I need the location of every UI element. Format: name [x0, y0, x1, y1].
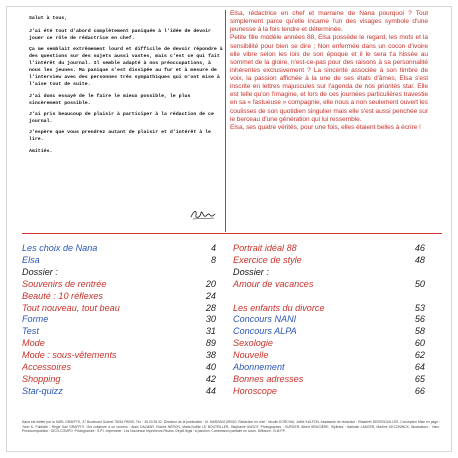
toc-entry [22, 350, 218, 362]
toc-entry [22, 303, 218, 315]
toc-entry [233, 279, 427, 291]
toc-entry-page: 42 [205, 373, 216, 384]
letter-paragraph: J'espère que vous prendrez autant de plaisir et d'intérêt à le lire. [29, 130, 211, 143]
toc-entry-title: Mode : sous-vêtements [22, 350, 117, 361]
toc-entry-page: 28 [205, 302, 216, 313]
toc-entry-title: Nouvelle [233, 350, 269, 361]
toc-entry-page: 30 [205, 314, 216, 325]
toc-entry-page: 66 [414, 385, 425, 396]
toc-entry [22, 326, 218, 338]
toc-entry [22, 386, 218, 398]
toc-entry-page [425, 291, 427, 303]
toc-entry-title: Shopping [22, 373, 61, 384]
letter-signoff: Amitiés. [29, 148, 53, 154]
toc-entry-page: 48 [414, 254, 425, 265]
toc-entry-page: 31 [205, 326, 216, 337]
toc-entry [233, 314, 427, 326]
letter-paragraph: Ça me semblait extrêmement lourd et difficile de devoir répondre à des questions sur des sujets aussi vastes, mais c'est ce qui fait l'intérêt du journal. Il semble adapté à nos préoccupations, à nous les jeunes. Ma panique s'est dissipée au fur et à mesure de l'interview avec des personnes très sympathiques qui m'ont mise à l'aise tout de suite. [29, 47, 223, 88]
toc-entry-page: 58 [414, 326, 425, 337]
toc-entry-title: Les enfants du divorce [233, 302, 325, 313]
toc-entry-title: Forme [22, 314, 49, 325]
toc-entry-page: 60 [414, 338, 425, 349]
toc-entry-page: 4 [210, 243, 216, 253]
toc-entry-title: Les choix de Nana [22, 243, 98, 253]
toc-entry-title: Elsa [22, 254, 40, 265]
toc-entry-page: 44 [205, 385, 216, 396]
toc-entry-title: Dossier : [22, 266, 58, 277]
table-of-contents-right [233, 243, 427, 398]
toc-entry [233, 267, 427, 279]
toc-entry [22, 374, 218, 386]
letter-paragraph: J'ai donc essayé de le faire le mieux possible, le plus sincèrement possible. [29, 93, 191, 106]
toc-entry-page: 40 [205, 362, 216, 373]
toc-entry-page: 64 [414, 362, 425, 373]
toc-entry-page: 8 [210, 254, 216, 265]
toc-entry [233, 255, 427, 267]
toc-entry [233, 243, 427, 255]
toc-entry-page: 62 [414, 350, 425, 361]
colophon [22, 420, 440, 434]
toc-entry [233, 362, 427, 374]
toc-entry-title: Sexologie [233, 338, 273, 349]
toc-entry [22, 243, 218, 255]
toc-entry-page: 50 [414, 278, 425, 289]
toc-entry-title: Souvenirs de rentrée [22, 278, 107, 289]
toc-entry-title: Accessoires [22, 362, 72, 373]
toc-entry-page: 53 [414, 302, 425, 313]
section-divider [22, 233, 442, 234]
toc-entry-page [425, 267, 427, 279]
toc-entry-title: Mode [22, 338, 45, 349]
toc-entry [22, 314, 218, 326]
toc-entry [22, 279, 218, 291]
editorial-paragraph: Petite fille modèle années 88, Elsa possède le regard, les mots et la sensibilité pour bien se dire ; Non enfermée dans un cocon d'ivoire elle vibre selon les lois de son époque et il le sera t'a hissée au sommet de la gloire, n'est-ce-pas pour des raisons à sa personnalité inhérentes exclusivement ? La sincérité associée à son timbre de voix, la passion affichée à la une de ses états d'âmes, Elsa s'est inscrite en lettres majuscules sur l'agenda de nos priorités star. Elle est telle qu'on l'imagine, et lors de ces journées particulières travestie en sa « fastueuse » compagnie, elle nous a non seulement ouvert les coulisses de son quotidien singulier mais elle s'est aussi penchée sur le berceau d'une génération qui lui ressemble. [230, 34, 428, 123]
editorial-paragraph: Elsa, rédactrice en chef et marraine de Nana pourquoi ? Tout simplement parce qu'elle incarne l'un des visages symbole d'une jeunesse à la fois tendre et déterminée. [230, 10, 428, 34]
letter-paragraph: J'ai pris beaucoup de plaisir à participer à la rédaction de ce journal. [29, 111, 214, 124]
toc-entry-page [216, 267, 218, 279]
toc-entry-page: 20 [205, 278, 216, 289]
toc-entry [233, 374, 427, 386]
toc-entry [22, 255, 218, 267]
toc-entry-page: 24 [205, 290, 216, 301]
toc-entry-page: 38 [205, 350, 216, 361]
toc-entry-title: Test [22, 326, 39, 337]
toc-entry-title: Tout nouveau, tout beau [22, 302, 120, 313]
toc-entry [22, 362, 218, 374]
toc-entry [233, 326, 427, 338]
letter-greeting: Salut à tous, [29, 16, 68, 21]
toc-entry [233, 350, 427, 362]
toc-entry-page: 65 [414, 373, 425, 384]
toc-entry-title: Beauté : 10 réflexes [22, 290, 103, 301]
toc-entry-page: 89 [205, 338, 216, 349]
toc-entry-title: Horoscope [233, 385, 277, 396]
toc-entry-title: Concours NANI [233, 314, 297, 325]
toc-entry-title: Bonnes adresses [233, 373, 304, 384]
toc-entry [22, 338, 218, 350]
toc-entry [22, 267, 218, 279]
toc-entry-page: 46 [414, 243, 425, 253]
toc-entry-title: Star-quizz [22, 385, 63, 396]
toc-entry [22, 291, 218, 303]
colophon-text: Nana est éditée par la SARL GRAFFITI, 37 Boulevard Suchet 75016 PARIS. Tél. : 45.20.35.32. Directeur de la publication : M. MARZANTURINO. Rédaction en chef : Nicolle KORCHIA, Joëlle KALFON. Assistante de rédaction : Elisabeth DESROGUILLES. Conception Mise en page : Yann K. Publicité : Régie Sarl GRAFFITI. Ont collaboré à ce numéro : Alain DALMAR, Rosine NÉRON, Marie-Noëlle LE BOUTEILLER, Stéphanie ANGOT. Photographes : VURGER, Albert BRUGIÈRE. Stylistes : Nathalie LANGER, Martine DECONINCK. Illustrations : Yann. Photocomposition : DICO-COMPO. Photogravure : S.P.I. Imprimerie : Les Nouveaux Imprimeurs Reunis. Dépôt légal : à parution. Commission paritaire en cours. Diffusion : N.M.P.P. [22, 420, 440, 434]
toc-entry [233, 303, 427, 315]
toc-entry [233, 291, 427, 303]
toc-entry-title: Abonnement [233, 362, 285, 373]
toc-entry-title: Portrait idéal 88 [233, 243, 297, 253]
signature-icon [188, 206, 218, 222]
toc-entry-title: Exercice de style [233, 254, 302, 265]
editorial-paragraph: Elsa, ses quatre vérités, pour une fois, elles étaient belles à écrire ! [230, 123, 421, 131]
column-divider [225, 10, 226, 232]
editor-letter [29, 16, 225, 160]
toc-entry-title: Amour de vacances [233, 278, 314, 289]
toc-entry [233, 386, 427, 398]
table-of-contents-left [22, 243, 218, 398]
letter-paragraph: J'ai été tout d'abord complètement paniquée à l'idée de devoir jouer ce rôle de rédactrice en chef. [29, 28, 211, 41]
toc-entry-page: 56 [414, 314, 425, 325]
toc-entry-title: Dossier : [233, 266, 269, 277]
editorial-text [230, 10, 428, 132]
toc-entry [233, 338, 427, 350]
toc-entry-title: Concours ALPA [233, 326, 297, 337]
